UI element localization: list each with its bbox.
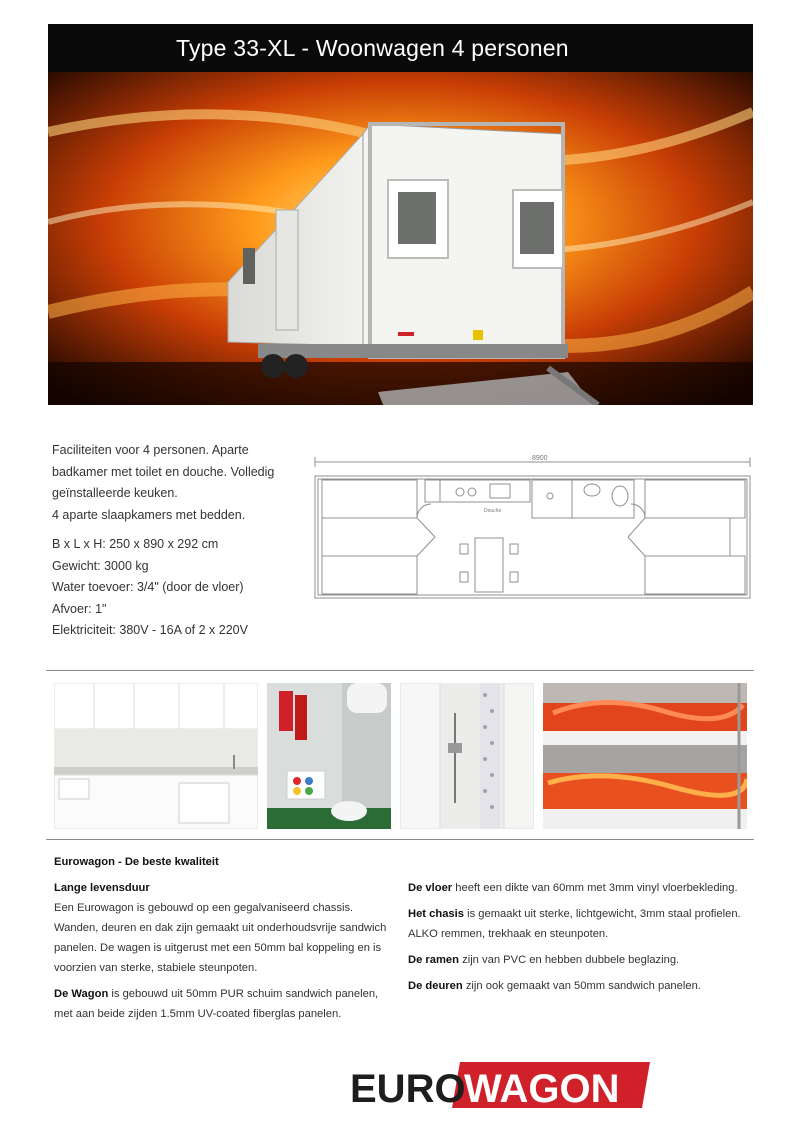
info-heading: Eurowagon - De beste kwaliteit bbox=[54, 856, 219, 868]
divider bbox=[46, 839, 754, 840]
facilities-line: 4 aparte slaapkamers met bedden. bbox=[52, 507, 246, 522]
facilities-text bbox=[52, 440, 302, 526]
info-chassis bbox=[408, 904, 753, 944]
floor-plan bbox=[310, 452, 755, 602]
page-title: Type 33-XL - Woonwagen 4 personen bbox=[48, 24, 753, 72]
info-wagon-label: De Wagon bbox=[54, 988, 109, 1000]
logo-euro: EURO bbox=[350, 1067, 466, 1110]
specifications-list bbox=[52, 534, 312, 642]
floorplan-dimension: 8900 bbox=[532, 455, 548, 462]
info-chassis-label: Het chasis bbox=[408, 908, 464, 920]
kitchen-photo bbox=[54, 683, 258, 829]
spec-water-supply: Water toevoer: 3/4" (door de vloer) bbox=[52, 580, 244, 594]
shower-photo bbox=[400, 683, 534, 829]
eurowagon-logo bbox=[350, 1060, 650, 1110]
info-doors bbox=[408, 976, 753, 996]
spec-electricity: Elektriciteit: 380V - 16A of 2 x 220V bbox=[52, 623, 248, 637]
info-windows-text: zijn van PVC en hebben dubbele beglazing. bbox=[459, 954, 680, 966]
info-wagon-text: is gebouwd uit 50mm PUR schuim sandwich panelen, met aan beide zijden 1.5mm UV-coated fiberglas panelen. bbox=[54, 988, 379, 1020]
bunkbed-photo bbox=[543, 683, 747, 829]
info-right-column bbox=[408, 878, 753, 1002]
info-doors-label: De deuren bbox=[408, 980, 463, 992]
facilities-line: geïnstalleerde keuken. bbox=[52, 486, 178, 500]
logo-wagon: WAGON bbox=[464, 1067, 620, 1110]
spec-dimensions: B x L x H: 250 x 890 x 292 cm bbox=[52, 537, 219, 551]
spec-weight: Gewicht: 3000 kg bbox=[52, 558, 149, 573]
facilities-line: badkamer met toilet en douche. Volledig bbox=[52, 464, 275, 479]
info-windows-label: De ramen bbox=[408, 954, 459, 966]
trailer-photo bbox=[48, 72, 753, 405]
spec-drain: Afvoer: 1" bbox=[52, 601, 107, 616]
info-chassis-text: is gemaakt uit sterke, lichtgewicht, 3mm staal profielen. ALKO remmen, trekhaak en steunpoten. bbox=[408, 908, 741, 940]
divider bbox=[46, 670, 754, 671]
bathroom-photo bbox=[267, 683, 391, 829]
info-wagon bbox=[54, 984, 399, 1024]
info-windows bbox=[408, 950, 753, 970]
info-intro: Een Eurowagon is gebouwd op een gegalvaniseerd chassis. Wanden, deuren en dak zijn gemaakt uit onderhoudsvrije sandwich panelen. De wagen is uitgerust met een 50mm bal koppeling en is voorzien van sterke, stabiele steunpoten. bbox=[54, 902, 387, 974]
facilities-line: Faciliteiten voor 4 personen. Aparte bbox=[52, 443, 249, 457]
floorplan-room-label: Douche bbox=[484, 508, 502, 514]
info-left-column bbox=[54, 852, 399, 1030]
hero-banner bbox=[48, 24, 753, 405]
info-subheading: Lange levensduur bbox=[54, 882, 150, 894]
info-floor bbox=[408, 878, 753, 898]
info-doors-text: zijn ook gemaakt van 50mm sandwich panelen. bbox=[462, 980, 701, 992]
info-floor-text: heeft een dikte van 60mm met 3mm vinyl vloerbekleding. bbox=[452, 882, 738, 894]
info-floor-label: De vloer bbox=[408, 882, 453, 894]
